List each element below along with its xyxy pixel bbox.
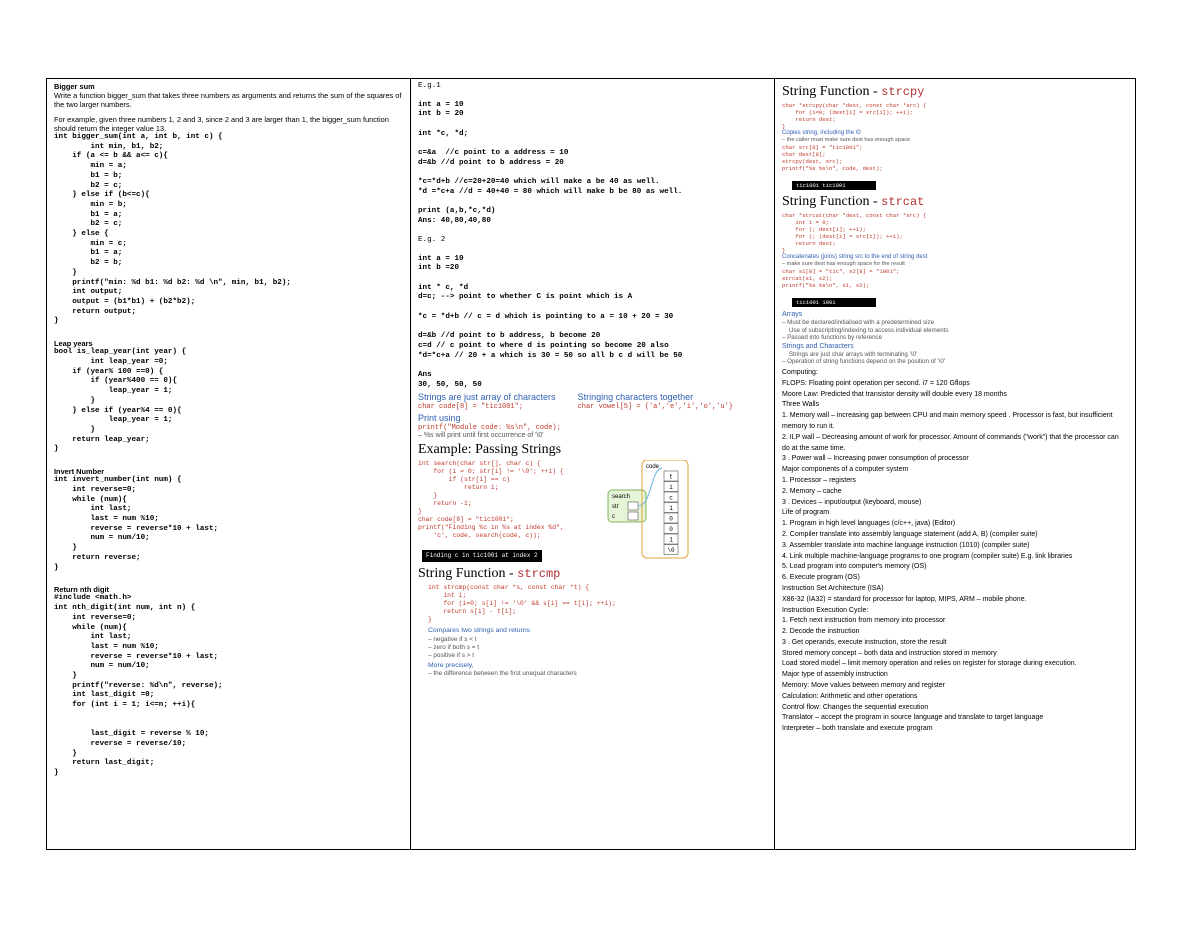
computing-note: 1. Memory wall – increasing gap between CPU and main memory speed . Processor is fast, but insufficient memory to run it. [782, 412, 1115, 430]
search-frame-label: search [612, 494, 631, 501]
arrays-point-1: – Must be declared/initialised with a predetermined size [782, 319, 935, 326]
example-2-code: int a = 10 int b =20 int * c, *d d=c; --> point to whether C is point which is A *c = *d+b // c = d which is pointing to a = 10 + 20 = 30 d=&b //d point to b address, b become 20 c=d // c point to where d is pointing so become 20 also *d=*c+a // 20 + a which is 30 = 50 so all b c d will be 50 Ans 30, 50, 50, 50 [418, 254, 683, 389]
column-string-functions-computing [775, 79, 1135, 849]
bigger-sum-code: int bigger_sum(int a, int b, int c) { int min, b1, b2; if (a <= b && a<= c){ min = a; b1 = b; b2 = c; } else if (b<=c){ min = b; b1 = a; b2 = c; } else { min = c; b1 = a; b2 = b; } printf("min: %d b1: %d b2: %d \n", min, b1, b2); int output; output = (b1*b1) + (b2*b2); return output; } [54, 133, 291, 326]
memory-cell-value: 0 [669, 515, 673, 523]
column-pointers-strings [411, 79, 775, 849]
strcmp-compares: Compares two strings and returns [428, 627, 530, 635]
c-value-cell [628, 512, 638, 520]
computing-note: Calculation: Arithmetic and other operations [782, 692, 918, 700]
computing-note: Major type of assembly instruction [782, 671, 888, 679]
strcmp-code: int strcmp(const char *s, const char *t) { int i; for (i=0; s[i] != '\0' && s[i] == t[i]; ++i); return s[i] - t[i]; } [428, 584, 616, 624]
cheat-sheet [46, 78, 1136, 850]
strcmp-precisely: More precisely, [428, 661, 474, 669]
bigger-sum-desc-2: For example, given three numbers 1, 2 and 3, since 2 and 3 are larger than 1, the bigger_sum function should return the integer value 13. [54, 114, 391, 133]
computing-note: Moore Law: Predicted that transistor density will double every 18 months [782, 390, 1007, 398]
computing-note: 3 . Devices – input/output (keyboard, mouse) [782, 498, 922, 506]
computing-notes [782, 368, 1128, 735]
computing-note: Memory: Move values between memory and register [782, 682, 946, 690]
computing-note: Load stored model – limit memory operation and relies on register for storage during execution. [782, 660, 1077, 668]
print-using-label: Print using [418, 413, 461, 424]
strcmp-zero: – zero if both s = t [428, 643, 479, 651]
passing-strings-code: int search(char str[], char c) { for (i = 0; str[i] != '\0'; ++i) { if (str[i] == c) return i; } return -1; } char code[8] = "tic1001"; printf("Finding %c in %s at index %d", 'c', code, search(code, c)); [418, 460, 564, 540]
computing-note: 3 . Get operands, execute instruction, store the result [782, 638, 947, 646]
column-c-exercises [47, 79, 411, 849]
nth-digit-title: Return nth digit [54, 585, 110, 595]
bigger-sum-desc-1: Write a function bigger_sum that takes three numbers as arguments and returns the sum of the squares of the two larger numbers. [54, 91, 404, 110]
memory-cell-value: i [669, 484, 673, 492]
computing-note: Major components of a computer system [782, 466, 909, 474]
strings-chars-label: Strings and Characters [782, 342, 854, 350]
computing-note: Instruction Execution Cycle: [782, 606, 869, 614]
computing-note: 4. Link multiple machine-language programs to one program (compiler suite) E.g. link libraries [782, 552, 1073, 560]
arrays-point-3: – Passed into functions by reference [782, 334, 883, 342]
computing-note: 3. Assembler translate into machine language instruction (1010) (compiler suite) [782, 541, 1030, 549]
memory-cell-value: \0 [667, 547, 675, 555]
computing-note: X86-32 (IA32) = standard for processor for laptop, MIPS, ARM – mobile phone. [782, 595, 1027, 603]
memory-cells [664, 471, 678, 555]
arrays-label: Arrays [782, 311, 803, 318]
strcat-output: tic1001 1001 [792, 298, 876, 307]
passing-strings-output: Finding c in tic1001 at index 2 [422, 550, 542, 562]
nth-digit-code: #include <math.h> int nth_digit(int num, int n) { int reverse=0; while (num){ int last; last = num %10; reverse = reverse*10 + last; num = num/10; } printf("reverse: %d\n", reverse); int last_digit =0; for (int i = 1; i<=n; ++i){ last_digit = reverse % 10; reverse = reverse/10; } return last_digit; } [54, 594, 223, 778]
passing-strings-title: Example: Passing Strings [418, 442, 562, 458]
strcmp-title-fn: strcmp [517, 567, 561, 582]
strcpy-title-fn: strcpy [881, 85, 925, 99]
code-declaration: char code[8] = "tic1001"; [418, 403, 524, 412]
bigger-sum-title: Bigger sum [54, 82, 95, 91]
strcat-note-2: – make sure dest has enough space for the result [782, 261, 905, 267]
arrays-point-2: Use of subscripting/indexing to access individual elements [782, 326, 949, 334]
printf-example: printf("Module code: %s\n", code); [418, 424, 561, 433]
strcat-code: char *strcat(char *dest, const char *src) { int i = 0; for (; dest[i]; ++i); for (; (dest[i] = src[i]); ++i); return dest; } [782, 212, 927, 254]
str-pointer-cell [628, 502, 638, 510]
leap-years-code: bool is_leap_year(int year) { int leap_year =0; if (year% 100 ==0) { if (year%400 == 0){ leap_year = 1; } } else if (year%4 == 0){ leap_year = 1; } return leap_year; } [54, 348, 187, 454]
computing-note: Life of program [782, 509, 830, 517]
computing-note: 1. Fetch next instruction from memory into processor [782, 617, 946, 625]
memory-cell-value: 1 [669, 505, 673, 513]
vowel-declaration: char vowel[5] = {'a','e','i','o','u'} [577, 403, 733, 412]
computing-note: 3 . Power wall – Increasing power consumption of processor [782, 455, 969, 463]
strcpy-note: Copies string, including the \0 [782, 130, 861, 136]
strcpy-title-prefix: String Function - [782, 84, 882, 99]
strcmp-title [418, 566, 767, 582]
computing-note: Translator – accept the program in source language and translate to target language [782, 714, 1044, 722]
strcpy-code: char *strcpy(char *dest, const char *src) { for (i=0; (dest[i] = src[i]); ++i); return dest; } [782, 102, 927, 130]
computing-note: 6. Execute program (OS) [782, 574, 860, 582]
computing-note: Computing: [782, 368, 818, 376]
memory-code-label: code [646, 464, 660, 471]
computing-note: 2. Compiler translate into assembly language statement (add A, B) (compiler suite) [782, 530, 1038, 538]
strings-chars-point-1: Strings are just char arrays with terminating '\0' [782, 350, 918, 358]
computing-note: 1. Processor – registers [782, 476, 856, 484]
memory-cell-value: 1 [669, 536, 673, 544]
print-note: – %s will print until first occurrence of '\0' [418, 432, 544, 440]
strcpy-output: tic1001 tic1001 [792, 181, 876, 190]
strcpy-note-2: – the caller must make sure dest has enough space [782, 137, 911, 143]
strcmp-difference: – the difference between the first unequal characters [428, 670, 577, 678]
strcpy-title [782, 84, 1128, 100]
invert-number-code: int invert_number(int num) { int reverse=0; while (num){ int last; last = num %10; reverse = reverse*10 + last; num = num/10; } return reverse; } [54, 476, 219, 572]
computing-note: Interpreter – both translate and execute program [782, 725, 933, 733]
strings-array-label: Strings are just array of characters [418, 392, 556, 403]
computing-note: 1. Program in high level languages (c/c++, java) (Editor) [782, 520, 956, 528]
memory-cell-value: 0 [669, 526, 673, 534]
computing-note: Control flow: Changes the sequential execution [782, 703, 929, 711]
memory-diagram [602, 460, 692, 560]
stringing-label: Stringing characters together [577, 392, 694, 403]
example-2-label: E.g. 2 [418, 235, 446, 244]
computing-note: FLOPS: Floating point operation per second. i7 = 120 Gflops [782, 379, 970, 387]
strcat-title-prefix: String Function - [782, 194, 882, 209]
computing-note: Instruction Set Architecture (ISA) [782, 584, 884, 592]
computing-note: 2. Memory – cache [782, 487, 842, 495]
strcmp-positive: – positive if s > t [428, 651, 474, 659]
strcat-note: Concatenates (joins) string src to the end of string dest [782, 254, 928, 260]
search-str-label: str [612, 504, 619, 511]
strings-chars-point-2: – Operation of string functions depend on the position of '\0' [782, 358, 946, 366]
computing-note: Stored memory concept – both data and instruction stored in memory [782, 649, 997, 657]
computing-note: 5. Load program into computer's memory (OS) [782, 563, 927, 571]
computing-note: 2. Decode the instruction [782, 628, 860, 636]
strcmp-title-prefix: String Function - [418, 566, 518, 582]
strcat-usage: char s1[8] = "tic", s2[8] = "1001"; strcat(s1, s2); printf("%s %s\n", s1, s2); [782, 268, 900, 289]
example-1-code: int a = 10 int b = 20 int *c, *d; c=&a //c point to a address = 10 d=&b //d point to b address = 20 *c=*d+b //c=20+20=40 which will make a be 40 as well. *d =*c+a //d = 40+40 = 80 which will make b be 80 as well. print (a,b,*c,*d) Ans: 40,80,40,80 [418, 100, 683, 226]
search-c-label: c [612, 514, 615, 521]
invert-number-title: Invert Number [54, 467, 105, 477]
strcpy-usage: char src[8] = "tic1001"; char dest[8]; strcpy(dest, src); printf("%s %s\n", code, dest); [782, 144, 883, 172]
leap-years-title: Leap years [54, 339, 93, 349]
strcmp-negative: – negative if s < t [428, 635, 477, 643]
memory-cell-value: t [669, 473, 673, 481]
computing-note: 2. ILP wall – Decreasing amount of work for processor. Amount of commands ("work") that the processor can do at the same time. [782, 433, 1121, 452]
computing-note: Three Walls [782, 401, 820, 409]
strcat-title-fn: strcat [881, 195, 925, 209]
memory-cell-value: c [669, 494, 673, 502]
example-1-label: E.g.1 [418, 82, 441, 90]
strcat-title [782, 194, 1128, 210]
